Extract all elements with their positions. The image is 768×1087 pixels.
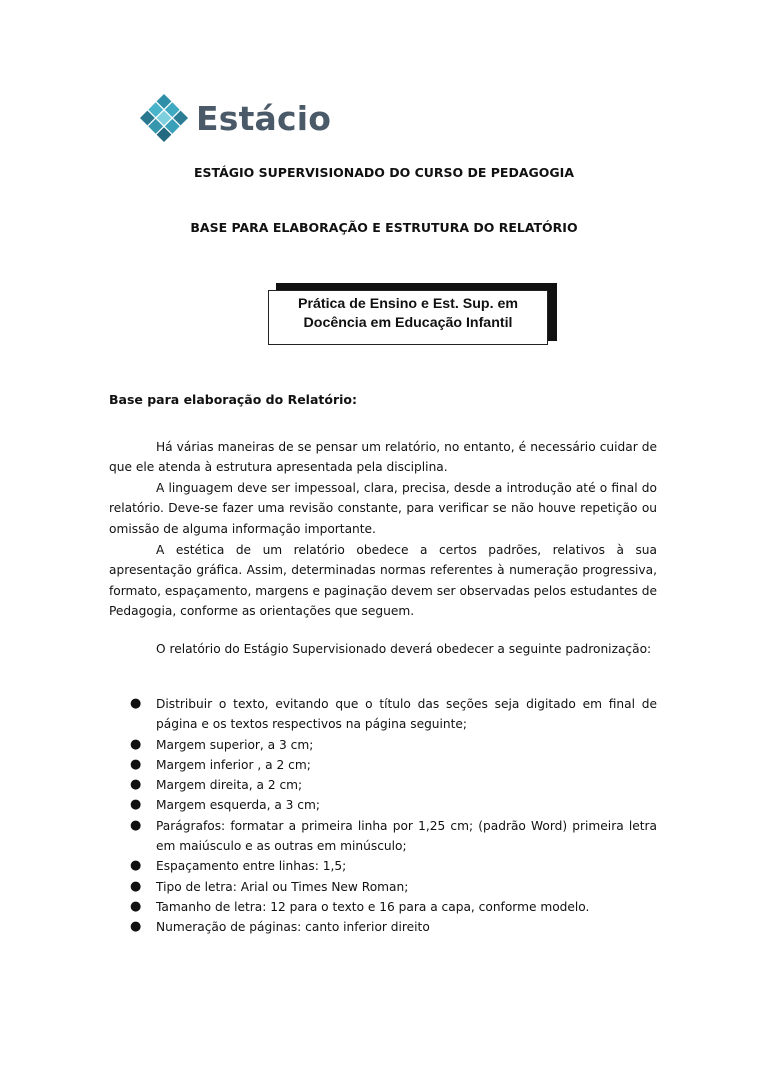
course-box-line-2: Docência em Educação Infantil (303, 315, 513, 331)
bullet-icon: ● (130, 777, 142, 793)
paragraph-text: A linguagem deve ser impessoal, clara, precisa, desde a introdução até o final do relatório. Deve-se fazer uma revisão constante, para verificar se não houve repetição ou omissão de alguma informação importante. (109, 481, 657, 536)
list-item (109, 917, 657, 937)
list-item (109, 795, 657, 815)
bullet-icon: ● (130, 797, 142, 813)
logo-diamond-icon (138, 92, 190, 144)
course-box (268, 290, 548, 345)
paragraph-2 (109, 478, 657, 539)
list-item-text: Espaçamento entre linhas: 1,5; (156, 859, 347, 874)
bullet-icon: ● (130, 919, 142, 935)
bullet-icon: ● (130, 736, 142, 752)
paragraph-text: O relatório do Estágio Supervisionado deverá obedecer a seguinte padronização: (156, 642, 652, 656)
bullet-icon: ● (130, 756, 142, 772)
list-item (109, 816, 657, 857)
list-item-text: Parágrafos: formatar a primeira linha por 1,25 cm; (padrão Word) primeira letra em maiúsculo e as outras em minúsculo; (156, 818, 657, 854)
list-item (109, 694, 657, 735)
paragraph-text: A estética de um relatório obedece a certos padrões, relativos à sua apresentação gráfica. Assim, determinadas normas referentes à numeração progressiva, formato, espaçamento, margens e paginação devem ser observadas pelos estudantes de Pedagogia, conforme as orientações que seguem. (109, 543, 657, 618)
list-item (109, 755, 657, 775)
bullet-icon: ● (130, 817, 142, 833)
list-item-text: Tipo de letra: Arial ou Times New Roman; (156, 879, 409, 894)
paragraph-text: Há várias maneiras de se pensar um relatório, no entanto, é necessário cuidar de que ele atenda à estrutura apresentada pela disciplina. (109, 440, 657, 475)
list-item-text: Margem superior, a 3 cm; (156, 737, 314, 752)
logo-text: Estácio (196, 98, 332, 138)
list-item (109, 775, 657, 795)
bullet-icon: ● (130, 878, 142, 894)
list-item-text: Margem esquerda, a 3 cm; (156, 798, 320, 813)
list-item-text: Numeração de páginas: canto inferior direito (156, 920, 430, 935)
bullet-icon: ● (130, 696, 142, 711)
bullet-icon: ● (130, 858, 142, 874)
document-title: ESTÁGIO SUPERVISIONADO DO CURSO DE PEDAGOGIA (193, 165, 574, 180)
list-item-text: Margem direita, a 2 cm; (156, 778, 303, 793)
section-heading: Base para elaboração do Relatório: (109, 392, 357, 407)
course-box-line-1: Prática de Ensino e Est. Sup. em (298, 296, 518, 312)
paragraph-4 (109, 639, 657, 659)
bullet-icon: ● (130, 898, 142, 914)
list-item-text: Distribuir o texto, evitando que o título das seções seja digitado em final de página e os textos respectivos na página seguinte; (156, 697, 657, 732)
formatting-list (109, 694, 657, 938)
estacio-logo (138, 92, 331, 144)
list-item (109, 856, 657, 876)
paragraph-3 (109, 540, 657, 621)
list-item (109, 897, 657, 917)
document-subtitle: BASE PARA ELABORAÇÃO E ESTRUTURA DO RELATÓRIO (190, 220, 578, 235)
list-item (109, 877, 657, 897)
paragraph-1 (109, 437, 657, 478)
list-item-text: Tamanho de letra: 12 para o texto e 16 para a capa, conforme modelo. (156, 899, 590, 914)
list-item-text: Margem inferior , a 2 cm; (156, 757, 311, 772)
list-item (109, 735, 657, 755)
